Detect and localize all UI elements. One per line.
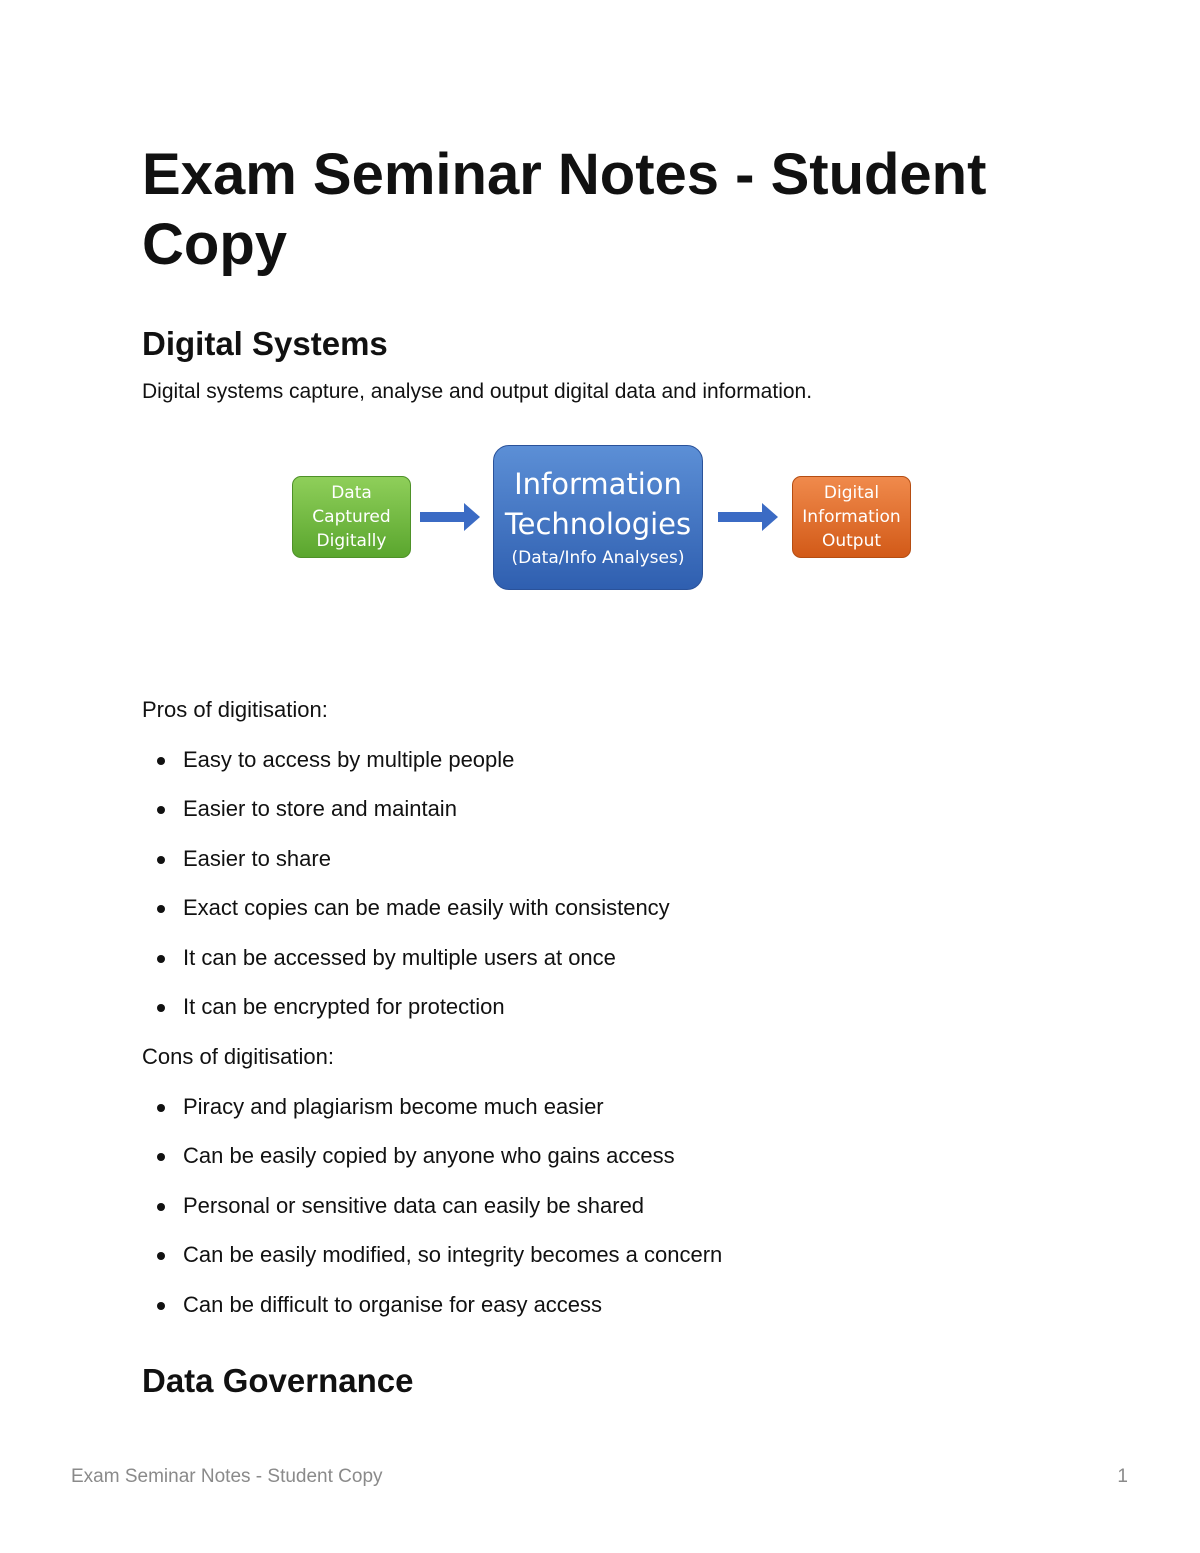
list-item-text: Can be easily modified, so integrity becomes a concern (183, 1242, 723, 1267)
list-item (142, 1142, 1042, 1170)
digital-systems-diagram (142, 448, 1042, 648)
list-item-text: Exact copies can be made easily with consistency (183, 895, 670, 920)
bullet-icon (157, 1203, 165, 1211)
list-item-text: It can be encrypted for protection (183, 994, 505, 1019)
list-item (142, 1241, 1042, 1269)
box3-line2: Information (802, 507, 901, 527)
bullet-icon (157, 1153, 165, 1161)
list-item-text: Piracy and plagiarism become much easier (183, 1093, 604, 1119)
list-item-text: Personal or sensitive data can easily be shared (183, 1192, 645, 1218)
cons-label: Cons of digitisation: (142, 1044, 334, 1069)
cons-list (142, 1093, 1042, 1319)
list-item (142, 746, 1042, 774)
list-item-text: Easy to access by multiple people (183, 746, 515, 772)
box3-line1: Digital (823, 483, 880, 503)
document-title: Exam Seminar Notes - Student Copy (142, 142, 987, 277)
box1-line2: Captured (312, 507, 391, 527)
section-heading-data-governance: Data Governance (142, 1361, 414, 1399)
footer-title: Exam Seminar Notes - Student Copy (71, 1466, 383, 1487)
pros-list (142, 746, 1042, 1022)
list-item-text: Easier to share (183, 845, 331, 871)
bullet-icon (157, 1302, 165, 1310)
information-technologies-box (493, 445, 703, 590)
list-item (142, 795, 1042, 823)
box3-line3: Output (821, 531, 882, 551)
arrow-right-icon (420, 503, 480, 531)
list-item (142, 894, 1042, 922)
bullet-icon (157, 1104, 165, 1112)
box2-subtitle: (Data/Info Analyses) (511, 547, 685, 568)
bullet-icon (157, 856, 165, 864)
list-item (142, 993, 1042, 1021)
page-content (142, 140, 1042, 1401)
pros-label: Pros of digitisation: (142, 697, 328, 722)
box1-line3: Digitally (316, 531, 387, 551)
bullet-icon (157, 806, 165, 814)
bullet-icon (157, 757, 165, 765)
list-item (142, 1093, 1042, 1121)
list-item-text: Can be difficult to organise for easy access (183, 1291, 603, 1317)
bullet-icon (157, 955, 165, 963)
list-item-text: Easier to store and maintain (183, 796, 457, 821)
bullet-icon (157, 905, 165, 913)
box1-line1: Data (331, 483, 372, 503)
list-item (142, 944, 1042, 972)
section-heading-digital-systems: Digital Systems (142, 325, 388, 362)
digital-information-output-box (792, 476, 911, 558)
list-item-text: Can be easily copied by anyone who gains access (183, 1143, 675, 1168)
box2-title-line2: Technologies (504, 506, 692, 541)
bullet-icon (157, 1004, 165, 1012)
list-item (142, 1192, 1042, 1220)
bullet-icon (157, 1252, 165, 1260)
list-item (142, 845, 1042, 873)
footer-page-number: 1 (1117, 1466, 1128, 1487)
list-item-text: It can be accessed by multiple users at once (183, 944, 616, 970)
data-captured-box (292, 476, 411, 558)
list-item (142, 1291, 1042, 1319)
arrow-right-icon (718, 503, 778, 531)
box2-title-line1: Information (514, 466, 682, 501)
section-intro-text: Digital systems capture, analyse and output digital data and information. (142, 380, 813, 403)
